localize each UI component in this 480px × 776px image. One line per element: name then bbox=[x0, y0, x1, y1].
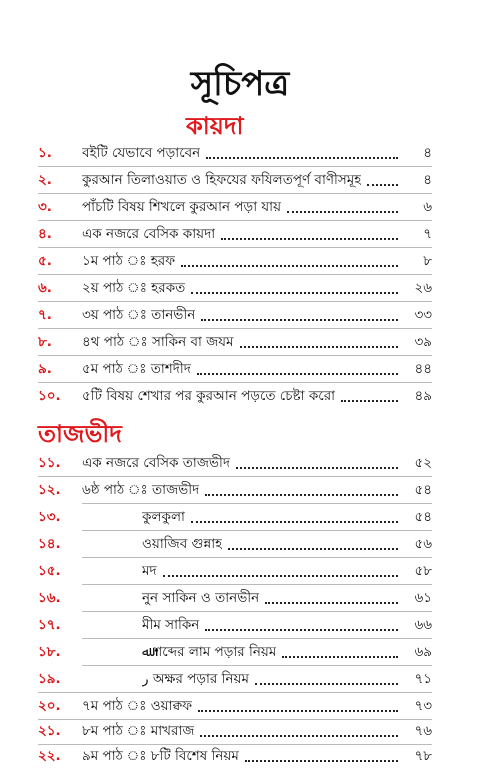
toc-row[interactable] bbox=[38, 666, 432, 692]
toc-page-number: ৫২ bbox=[414, 454, 432, 471]
toc-text: পাঁচটি বিষয় শিখলে কুরআন পড়া যায় bbox=[82, 198, 282, 215]
toc-number: ১৪. bbox=[38, 535, 61, 552]
toc-page-number: ৭৬ bbox=[414, 722, 432, 739]
toc-row[interactable] bbox=[38, 383, 432, 409]
leader-dots bbox=[191, 519, 398, 523]
toc-row[interactable] bbox=[38, 194, 432, 220]
toc-number: ৯. bbox=[38, 360, 52, 377]
toc-text: ৪থ পাঠ ঃ সাকিন বা জযম bbox=[82, 333, 234, 350]
toc-text: ر অক্ষর পড়ার নিয়ম bbox=[142, 670, 249, 687]
leader-dots bbox=[201, 317, 398, 321]
toc-page-number: ২৬ bbox=[414, 279, 432, 296]
toc-text: ৭ম পাঠ ঃ ওয়াক্বফ bbox=[82, 697, 193, 714]
leader-dots bbox=[341, 398, 398, 402]
toc-text: এক নজরে বেসিক তাজভীদ bbox=[82, 454, 230, 471]
toc-text: ২য় পাঠ ঃ হরকত bbox=[82, 279, 186, 296]
leader-dots bbox=[245, 758, 398, 762]
toc-page-number: ৬৯ bbox=[414, 643, 432, 660]
toc-row[interactable] bbox=[38, 477, 432, 503]
toc-text: ৫ম পাঠ ঃ তাশদীদ bbox=[82, 360, 191, 377]
toc-page-number: ৪ bbox=[423, 144, 432, 161]
toc-row[interactable] bbox=[38, 302, 432, 328]
leader-dots bbox=[205, 627, 398, 631]
toc-page-number: ৭ bbox=[423, 225, 432, 242]
toc-number: ২১. bbox=[38, 722, 61, 739]
toc-row[interactable] bbox=[38, 639, 432, 665]
toc-number: ১. bbox=[38, 144, 52, 161]
toc-page-number: ৭৮ bbox=[414, 747, 432, 764]
toc-page-number: ৫৪ bbox=[414, 508, 432, 525]
toc-text: বইটি যেভাবে পড়াবেন bbox=[82, 144, 201, 161]
leader-dots bbox=[163, 573, 398, 577]
leader-dots bbox=[206, 155, 398, 159]
toc-row[interactable] bbox=[38, 221, 432, 247]
toc-number: ৩. bbox=[38, 198, 52, 215]
toc-page-number: ৪৯ bbox=[414, 387, 432, 404]
section-heading-tajweed: তাজভীদ bbox=[38, 420, 122, 448]
toc-row[interactable] bbox=[38, 356, 432, 382]
toc-page-number: ৩৯ bbox=[414, 333, 432, 350]
toc-text: ওয়াজিব গুন্নাহ bbox=[142, 535, 223, 552]
toc-text: মদ bbox=[142, 562, 157, 579]
toc-number: ১০. bbox=[38, 387, 61, 404]
toc-text: ﷲ শব্দের লাম পড়ার নিয়ম bbox=[142, 643, 277, 660]
leader-dots bbox=[255, 681, 398, 685]
toc-row[interactable] bbox=[38, 558, 432, 584]
toc-page-number: ৫৬ bbox=[414, 535, 432, 552]
toc-page-number: ৭১ bbox=[414, 670, 432, 687]
toc-row[interactable] bbox=[38, 585, 432, 611]
toc-number: ২২. bbox=[38, 747, 61, 764]
toc-page-number: ৩৩ bbox=[414, 306, 432, 323]
toc-number: ২. bbox=[38, 171, 52, 188]
toc-text: মীম সাকিন bbox=[142, 616, 200, 633]
section-heading-qaida: কায়দা bbox=[186, 112, 244, 140]
leader-dots bbox=[198, 708, 398, 712]
leader-dots bbox=[265, 600, 398, 604]
toc-text: কুরআন তিলাওয়াত ও হিফযের ফযিলতপূর্ণ বাণীসমূহ bbox=[82, 171, 362, 188]
toc-number: ৮. bbox=[38, 333, 52, 350]
leader-dots bbox=[228, 546, 398, 550]
toc-page-number: ৪৪ bbox=[414, 360, 432, 377]
toc-number: ১৯. bbox=[38, 670, 61, 687]
toc-row[interactable] bbox=[38, 329, 432, 355]
leader-dots bbox=[221, 236, 398, 240]
toc-number: ২০. bbox=[38, 697, 61, 714]
toc-row[interactable] bbox=[38, 450, 432, 476]
leader-dots bbox=[181, 263, 398, 267]
toc-text: নুন সাকিন ও তানভীন bbox=[142, 589, 260, 606]
toc-text: ৬ষ্ঠ পাঠ ঃ তাজভীদ bbox=[82, 481, 200, 498]
toc-row[interactable] bbox=[38, 504, 432, 530]
toc-page-number: ৮ bbox=[423, 252, 432, 269]
toc-row[interactable] bbox=[38, 167, 432, 193]
leader-dots bbox=[240, 344, 398, 348]
toc-number: ১৬. bbox=[38, 589, 61, 606]
toc-page-number: ৪ bbox=[423, 171, 432, 188]
toc-number: ১৭. bbox=[38, 616, 61, 633]
leader-dots bbox=[191, 290, 398, 294]
toc-text: ৫টি বিষয় শেখার পর কুরআন পড়তে চেষ্টা করো bbox=[82, 387, 336, 404]
toc-page-number: ৭৩ bbox=[414, 697, 432, 714]
leader-dots bbox=[282, 654, 398, 658]
toc-row[interactable] bbox=[38, 718, 432, 744]
leader-dots bbox=[287, 209, 398, 213]
toc-row[interactable] bbox=[38, 531, 432, 557]
toc-number: ৬. bbox=[38, 279, 52, 296]
leader-dots bbox=[367, 182, 398, 186]
toc-row[interactable] bbox=[38, 743, 432, 769]
toc-page-number: ৫৮ bbox=[414, 562, 432, 579]
toc-number: ৭. bbox=[38, 306, 52, 323]
toc-page-number: ৬১ bbox=[414, 589, 432, 606]
toc-text: কুলকুলা bbox=[142, 508, 185, 525]
page-title: সূচিপত্র bbox=[190, 64, 290, 104]
toc-text: ৯ম পাঠ ঃ ৮টি বিশেষ নিয়ম bbox=[82, 747, 239, 764]
toc-row[interactable] bbox=[38, 612, 432, 638]
toc-row[interactable] bbox=[38, 140, 432, 166]
toc-number: ৫. bbox=[38, 252, 52, 269]
toc-text: ৮ম পাঠ ঃ মাখরাজ bbox=[82, 722, 195, 739]
toc-number: ১৮. bbox=[38, 643, 61, 660]
leader-dots bbox=[197, 371, 398, 375]
toc-row[interactable] bbox=[38, 693, 432, 719]
toc-text: ৩য় পাঠ ঃ তানভীন bbox=[82, 306, 196, 323]
leader-dots bbox=[205, 492, 398, 496]
toc-row[interactable] bbox=[38, 248, 432, 274]
leader-dots bbox=[200, 733, 398, 737]
toc-number: ৪. bbox=[38, 225, 52, 242]
toc-page-number: ৬৬ bbox=[414, 616, 432, 633]
leader-dots bbox=[236, 465, 398, 469]
toc-number: ১২. bbox=[38, 481, 61, 498]
toc-number: ১৩. bbox=[38, 508, 61, 525]
toc-row[interactable] bbox=[38, 275, 432, 301]
toc-page-number: ৫৪ bbox=[414, 481, 432, 498]
toc-text: এক নজরে বেসিক কায়দা bbox=[82, 225, 216, 242]
toc-text: ১ম পাঠ ঃ হরফ bbox=[82, 252, 176, 269]
toc-number: ১১. bbox=[38, 454, 61, 471]
toc-number: ১৫. bbox=[38, 562, 61, 579]
toc-page-number: ৬ bbox=[423, 198, 432, 215]
